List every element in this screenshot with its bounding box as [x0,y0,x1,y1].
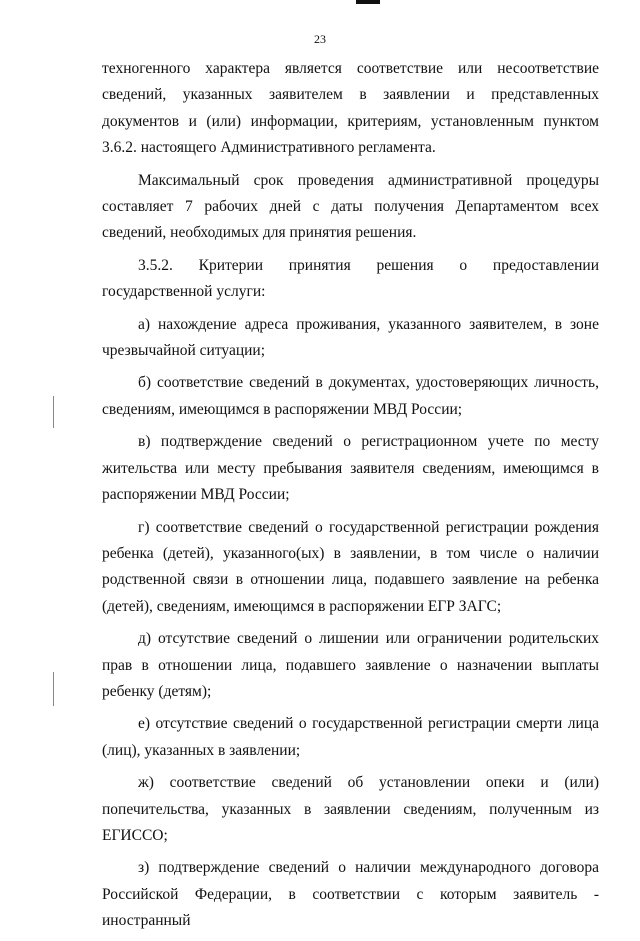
list-item: д) отсутствие сведений о лишении или ограничении родительских прав в отношении лица, подавшего заявление о назначении выплаты ребенку (детям); [102,630,599,700]
paragraph: 3.5.2. Критерии принятия решения о предоставлении государственной услуги: [102,256,599,301]
list-item: в) подтверждение сведений о регистрационном учете по месту жительства или месту пребывания заявителя сведениям, имеющимся в распоряжении МВД России; [102,433,599,504]
paragraph: техногенного характера является соответствие или несоответствие сведений, указанных заявителем в заявлении и представленных документов и (или) информации, критериям, установленным пунктом 3.6.2. настоящего Административного регламента. [102,60,599,157]
list-item: ж) соответствие сведений об установлении опеки и (или) попечительства, указанных в заявлении сведениям, полученным из ЕГИССО; [102,774,599,844]
scan-edge-line [53,396,54,428]
scan-edge-line [53,672,54,706]
list-item: з) подтверждение сведений о наличии международного договора Российской Федерации, в соответствии с которым заявитель - иностранный [102,859,599,930]
scan-mark [356,0,380,4]
list-item: а) нахождение адреса проживания, указанного заявителем, в зоне чрезвычайной ситуации; [102,315,599,360]
list-item: б) соответствие сведений в документах, удостоверяющих личность, сведениям, имеющимся в распоряжении МВД России; [102,374,599,418]
list-item: г) соответствие сведений о государственной регистрации рождения ребенка (детей), указанного(ых) в заявлении, в том числе о наличии родственной связи в отношении лица, подавшего заявление на ребенка (детей), сведениям, имеющимся в распоряжении ЕГР ЗАГС; [102,518,599,615]
paragraph: Максимальный срок проведения административной процедуры составляет 7 рабочих дней с даты получения Департаментом всех сведений, необходимых для принятия решения. [102,171,599,242]
page-number: 23 [314,32,326,46]
document-body [102,56,599,941]
list-item: е) отсутствие сведений о государственной регистрации смерти лица (лиц), указанных в заявлении; [102,715,599,759]
